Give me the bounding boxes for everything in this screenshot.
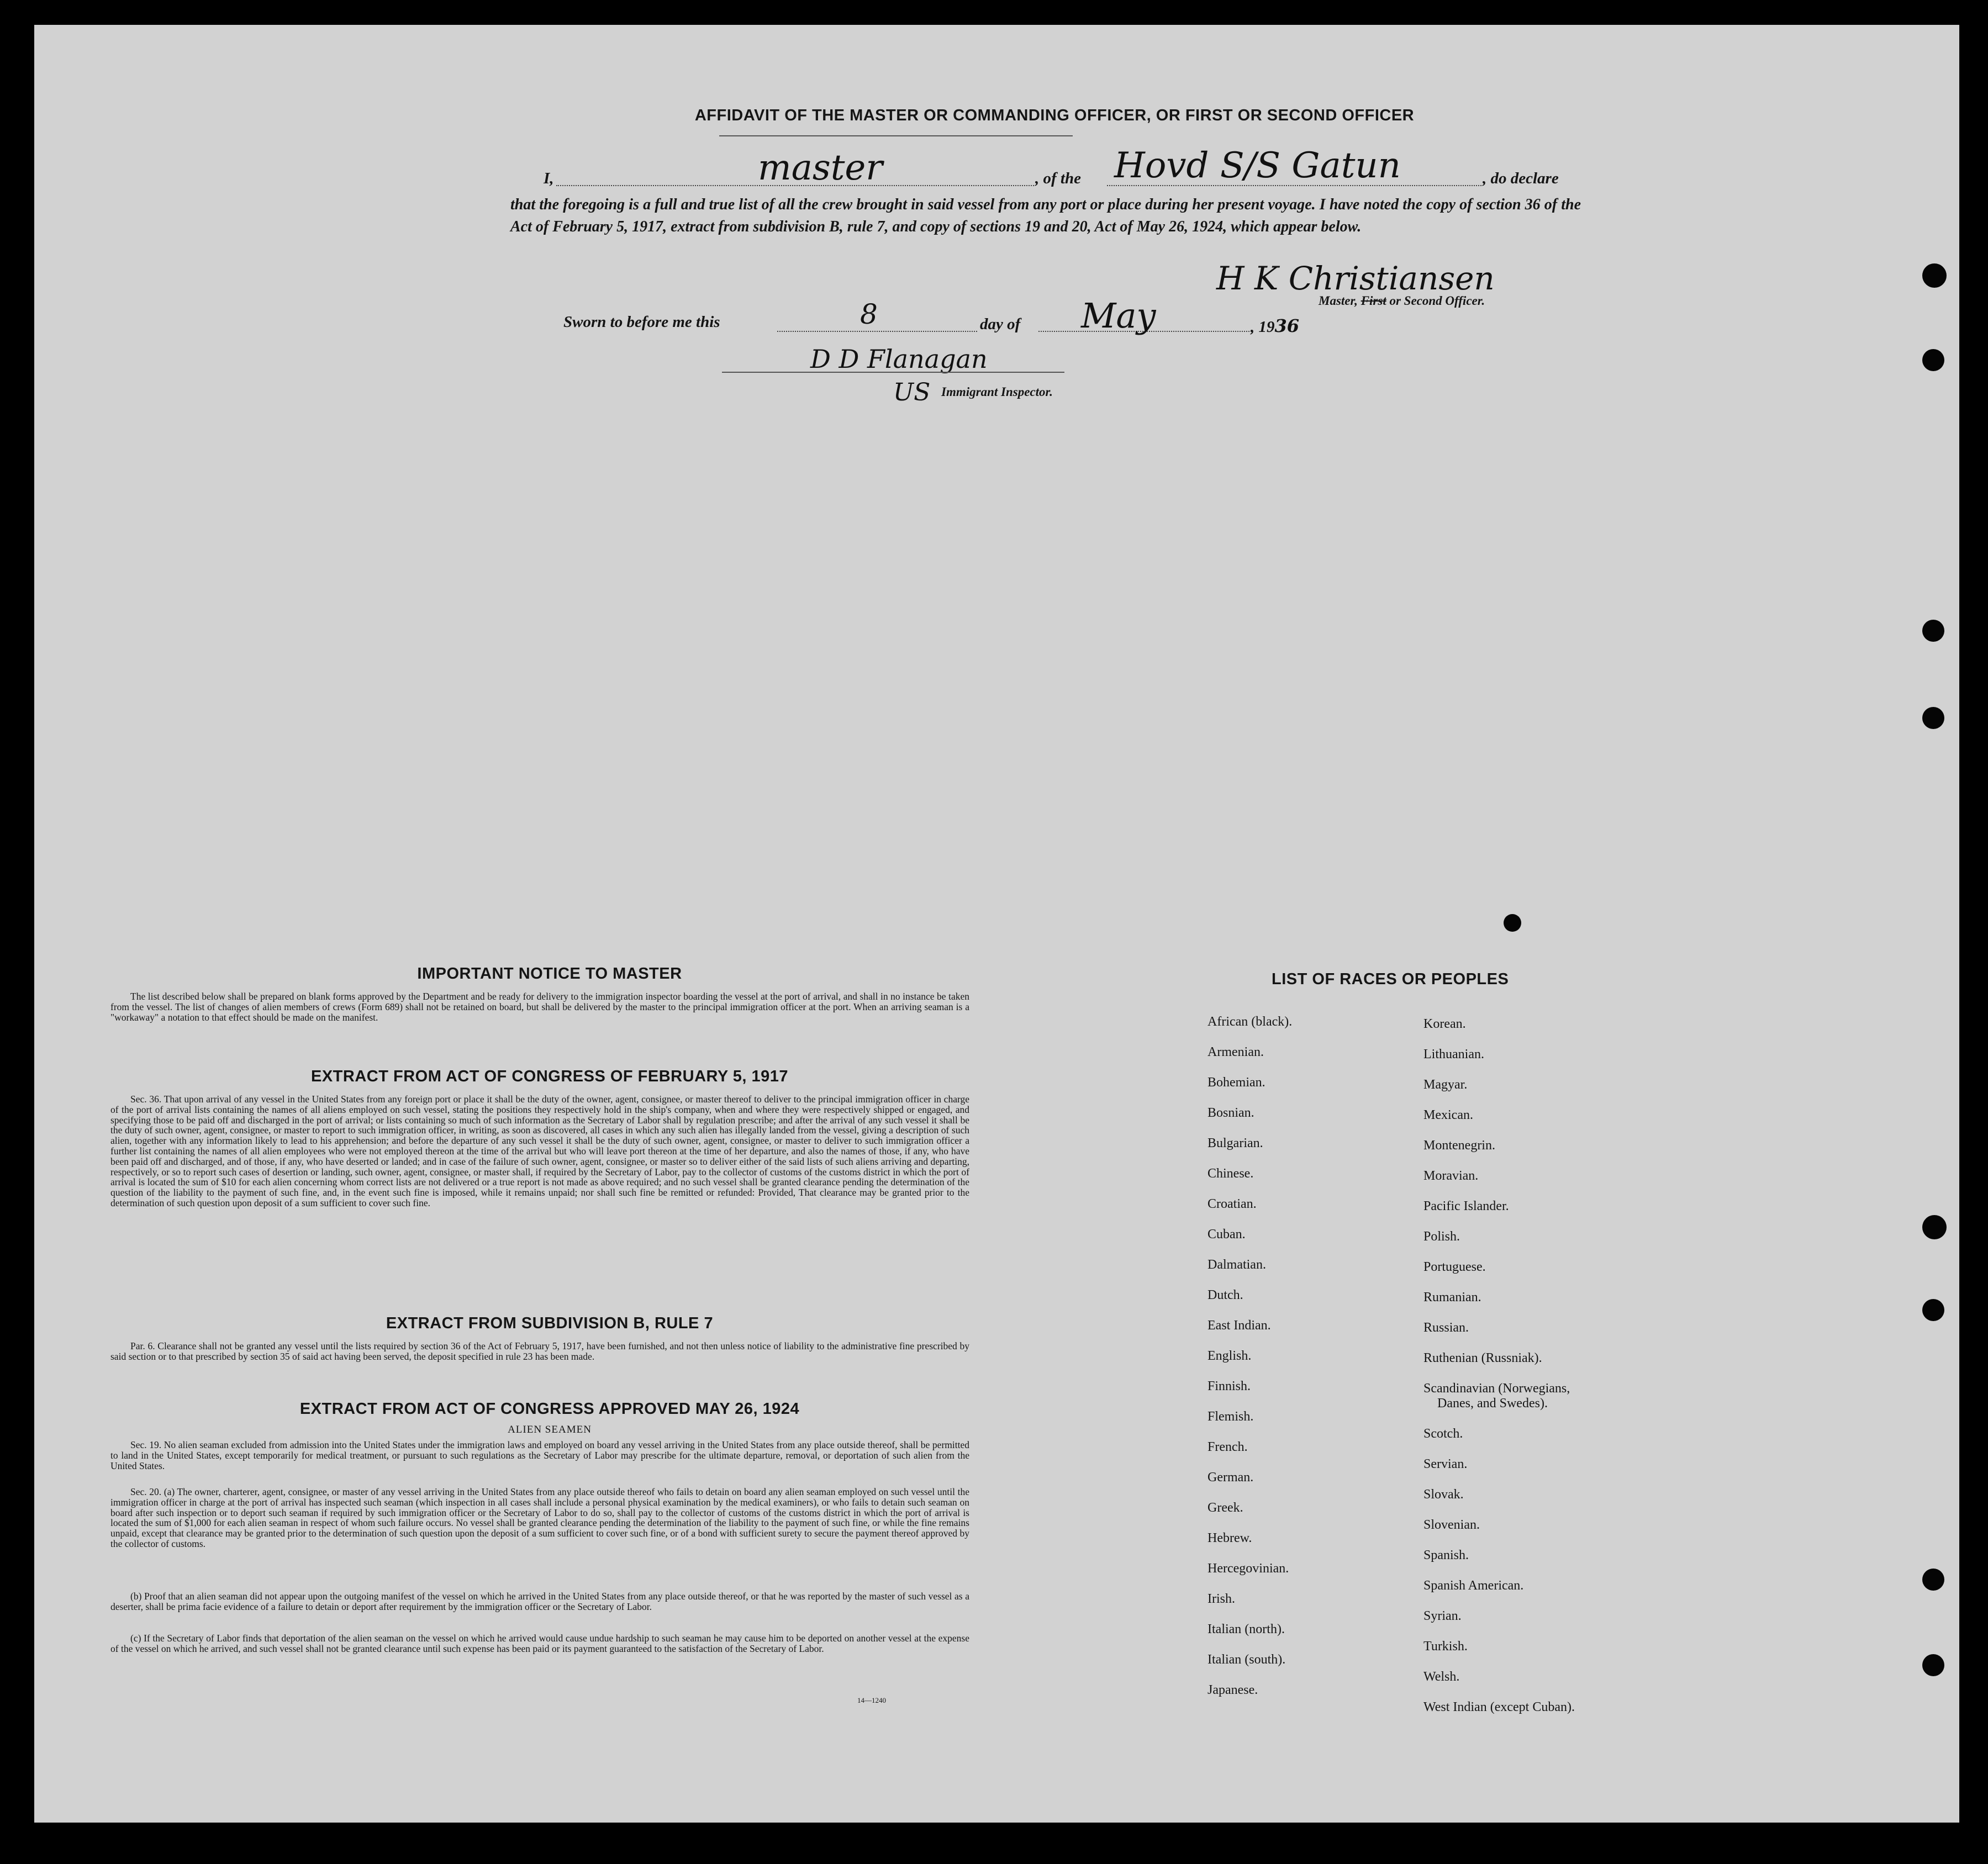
race-item: Spanish. bbox=[1423, 1548, 1469, 1562]
race-item: Hebrew. bbox=[1207, 1531, 1252, 1545]
race-item: Mexican. bbox=[1423, 1108, 1473, 1122]
inspector-title: Immigrant Inspector. bbox=[941, 385, 1053, 399]
race-item: Bulgarian. bbox=[1207, 1136, 1263, 1150]
signer-title: Master, First or Second Officer. bbox=[1319, 294, 1485, 308]
race-item: Italian (south). bbox=[1207, 1652, 1286, 1667]
affidavit-title: AFFIDAVIT OF THE MASTER OR COMMANDING OFFICER, OR FIRST OR SECOND OFFICER bbox=[694, 107, 1415, 124]
alien-seamen-subtitle: ALIEN SEAMEN bbox=[508, 1424, 592, 1435]
race-item: East Indian. bbox=[1207, 1318, 1271, 1333]
punch-hole bbox=[1922, 707, 1944, 729]
sec20b-text: (b) Proof that an alien seaman did not appear upon the outgoing manifest of the vessel on which he arrived in the United States from any place outside thereof, or that he was reported by the master of such vessel as a deserter, shall be prima facie evidence of a failure to detain or deport after requirement by the immigration officer or the Secretary of Labor. bbox=[110, 1591, 969, 1612]
race-item: Greek. bbox=[1207, 1501, 1243, 1515]
affidavit-of-the: , of the bbox=[1035, 170, 1081, 187]
race-item: Danes, and Swedes). bbox=[1437, 1396, 1548, 1411]
ink-spot bbox=[1504, 914, 1521, 932]
form-number: 14—1240 bbox=[857, 1696, 886, 1704]
race-item: German. bbox=[1207, 1470, 1254, 1485]
sworn-month: May bbox=[1081, 295, 1156, 336]
race-item: Japanese. bbox=[1207, 1683, 1258, 1697]
sworn-year: , 1936 bbox=[1251, 315, 1300, 336]
race-item: Syrian. bbox=[1423, 1609, 1462, 1623]
extract-rule7-text: Par. 6. Clearance shall not be granted any vessel until the lists required by section 36 of the Act of February 5, 1917, have been furnished, and not then unless notice of liability to the administrative fine prescribed by said section or to that prescribed by section 35 of said act having been served, the deposit specified in rule 23 has been made. bbox=[110, 1340, 969, 1362]
handwritten-vessel: Hovd S/S Gatun bbox=[1114, 145, 1401, 186]
extract-1917-title: EXTRACT FROM ACT OF CONGRESS OF FEBRUARY 5, 1917 bbox=[310, 1068, 789, 1085]
punch-hole bbox=[1922, 1654, 1944, 1676]
race-item: Dalmatian. bbox=[1207, 1258, 1266, 1272]
inspector-signature-line bbox=[722, 372, 1064, 373]
race-item: Korean. bbox=[1423, 1017, 1466, 1031]
race-item: Russian. bbox=[1423, 1321, 1469, 1335]
race-item: Servian. bbox=[1423, 1457, 1468, 1471]
race-item: Montenegrin. bbox=[1423, 1138, 1495, 1153]
race-item: Hercegovinian. bbox=[1207, 1561, 1289, 1576]
race-item: Pacific Islander. bbox=[1423, 1199, 1509, 1213]
race-item: Croatian. bbox=[1207, 1197, 1257, 1211]
document-sheet bbox=[34, 25, 1959, 1823]
day-blank bbox=[777, 331, 977, 332]
race-item: Flemish. bbox=[1207, 1409, 1254, 1424]
notice-title: IMPORTANT NOTICE TO MASTER bbox=[417, 965, 682, 983]
race-item: Spanish American. bbox=[1423, 1578, 1524, 1593]
race-item: Dutch. bbox=[1207, 1288, 1243, 1302]
race-item: Magyar. bbox=[1423, 1078, 1468, 1092]
sworn-label: Sworn to before me this bbox=[563, 313, 720, 331]
race-item: Scandinavian (Norwegians, bbox=[1423, 1381, 1570, 1396]
race-item: Cuban. bbox=[1207, 1227, 1246, 1242]
race-item: Armenian. bbox=[1207, 1045, 1264, 1059]
extract-1917-text: Sec. 36. That upon arrival of any vessel in the United States from any foreign port or place it shall be the duty of the owner, agent, consignee, or master thereof to deliver to the principal immigration officer in charge of the port of arrival lists containing the names of all aliens employed on such vessel, stating the positions they respectively hold in the ship's company, when and where they were respectively shipped or engaged, and specifying those to be paid off and discharged in the port of arrival; or lists containing so much of such information as the Secretary of Labor shall by regulation prescribe; and after the arrival of any such vessel it shall be the duty of such owner, agent, consignee, or master to report to such immigration officer, in writing, as soon as discovered, all cases in which any such alien has illegally landed from the vessel, giving a description of such alien, together with any information likely to lead to his apprehension; and before the departure of any such vessel it shall be the duty of such owner, agent, consignee, or master to deliver to such immigration officer a further list containing the names of all alien employees who were not employed thereon at the time of the arrival but who will leave port thereon at the time of her departure, and also the names of those, if any, who have been paid off and discharged, and of those, if any, who have deserted or landed; and in case of the failure of such owner, agent, consignee, or master so to deliver either of the said lists of such aliens arriving and departing, respectively, or so to report such cases of desertion or landing, such owner, agent, consignee, or master shall, if required by the Secretary of Labor, pay to the collector of customs of the customs district in which the port of arrival is located the sum of $10 for each alien concerning whom correct lists are not delivered or a true report is not made as above required; and no such vessel shall be granted clearance pending the determination of the question of the liability to the payment of such fine, and, in the event such fine is imposed, while it remains unpaid; nor shall such fine be remitted or refunded: Provided, That clearance may be granted prior to the determination of such question upon deposit of a sum sufficient to cover such fine. bbox=[110, 1094, 969, 1208]
sworn-day: 8 bbox=[860, 298, 878, 330]
divider-line bbox=[719, 135, 1073, 136]
notice-text: The list described below shall be prepared on blank forms approved by the Department and be ready for delivery to the immigration inspector boarding the vessel at the port of arrival, and shall in no instance be taken from the vessel. The list of changes of alien members of crews (Form 689) shall not be retained on board, but shall be delivered by the master to the principal immigration officer at the port. When an arriving seaman is a "workaway" a notation to that effect should be made on the manifest. bbox=[110, 991, 969, 1023]
sec20a-text: Sec. 20. (a) The owner, charterer, agent, consignee, or master of any vessel arriving in the United States from any place outside thereof who fails to detain on board any alien seaman employed on such vessel until the immigration officer in charge at the port of arrival has inspected such seaman (which inspection in all cases shall include a personal physical examination by the medical examiners), or who fails to detain such seaman on board after such inspection or to deport such seaman if required by such immigration officer or the Secretary of Labor to do so, shall pay to the collector of customs of the customs district in which the port of arrival is located the sum of $1,000 for each alien seaman in respect of whom such failure occurs. No vessel shall be granted clearance pending the determination of the liability to the payment of such fine, or while the fine remains unpaid, except that clearance may be granted prior to the determination of such question upon the deposit of a sum sufficient to cover such fine, or of a bond with sufficient surety to secure the payment thereof approved by the collector of customs. bbox=[110, 1486, 969, 1549]
race-item: Turkish. bbox=[1423, 1639, 1468, 1654]
race-item: Welsh. bbox=[1423, 1670, 1460, 1684]
race-item: Scotch. bbox=[1423, 1427, 1463, 1441]
race-item: Italian (north). bbox=[1207, 1622, 1285, 1636]
race-item: French. bbox=[1207, 1440, 1248, 1454]
race-item: Moravian. bbox=[1423, 1169, 1479, 1183]
race-item: Ruthenian (Russniak). bbox=[1423, 1351, 1542, 1365]
punch-hole bbox=[1922, 263, 1947, 288]
affidavit-i-label: I, bbox=[544, 170, 554, 187]
affidavit-body: that the foregoing is a full and true list of all the crew brought in said vessel from any port or place during her present voyage. I have noted the copy of section 36 of the Act of February 5, 1917, extract from subdivision B, rule 7, and copy of sections 19 and 20, Act of May 26, 1924, which appear below. bbox=[510, 196, 1581, 235]
race-item: African (black). bbox=[1207, 1015, 1293, 1029]
sec19-text: Sec. 19. No alien seaman excluded from admission into the United States under the immigration laws and employed on board any vessel arriving in the United States from any place outside thereof, shall be permitted to land in the United States, except temporarily for medical treatment, or pursuant to such regulations as the Secretary of Labor may prescribe for the ultimate departure, removal, or deportation of such alien from the United States. bbox=[110, 1439, 969, 1471]
race-item: Rumanian. bbox=[1423, 1290, 1481, 1305]
race-item: Lithuanian. bbox=[1423, 1047, 1484, 1062]
race-item: Bohemian. bbox=[1207, 1075, 1265, 1090]
race-item: Slovak. bbox=[1423, 1487, 1464, 1502]
races-title: LIST OF RACES OR PEOPLES bbox=[1272, 970, 1509, 988]
race-item: Polish. bbox=[1423, 1229, 1460, 1244]
race-item: Portuguese. bbox=[1423, 1260, 1486, 1274]
punch-hole bbox=[1922, 1215, 1947, 1239]
race-item: Irish. bbox=[1207, 1592, 1235, 1606]
punch-hole bbox=[1922, 1299, 1944, 1321]
extract-1924-title: EXTRACT FROM ACT OF CONGRESS APPROVED MAY 26, 1924 bbox=[299, 1400, 800, 1418]
affidavit-do-declare: , do declare bbox=[1483, 170, 1559, 187]
inspector-signature: D D Flanagan bbox=[810, 344, 988, 374]
punch-hole bbox=[1922, 620, 1944, 642]
day-of-label: day of bbox=[980, 315, 1021, 333]
race-item: Slovenian. bbox=[1423, 1518, 1480, 1532]
race-item: Bosnian. bbox=[1207, 1106, 1254, 1120]
punch-hole bbox=[1922, 1569, 1944, 1591]
race-item: Chinese. bbox=[1207, 1166, 1254, 1181]
punch-hole bbox=[1922, 349, 1944, 371]
race-item: West Indian (except Cuban). bbox=[1423, 1700, 1575, 1714]
master-signature: H K Christiansen bbox=[1216, 260, 1495, 297]
race-item: English. bbox=[1207, 1349, 1252, 1363]
race-item: Finnish. bbox=[1207, 1379, 1251, 1393]
sec20c-text: (c) If the Secretary of Labor finds that deportation of the alien seaman on the vessel on which he arrived would cause undue hardship to such seaman he may cause him to be deported on another vessel at the expense of the vessel on which he arrived, and such vessel shall not be granted clearance until such expense has been paid or its payment guaranteed to the satisfaction of the Secretary of Labor. bbox=[110, 1633, 969, 1654]
extract-rule7-title: EXTRACT FROM SUBDIVISION B, RULE 7 bbox=[386, 1314, 714, 1332]
inspector-prefix: US bbox=[893, 378, 931, 406]
handwritten-rank: master bbox=[758, 147, 883, 188]
